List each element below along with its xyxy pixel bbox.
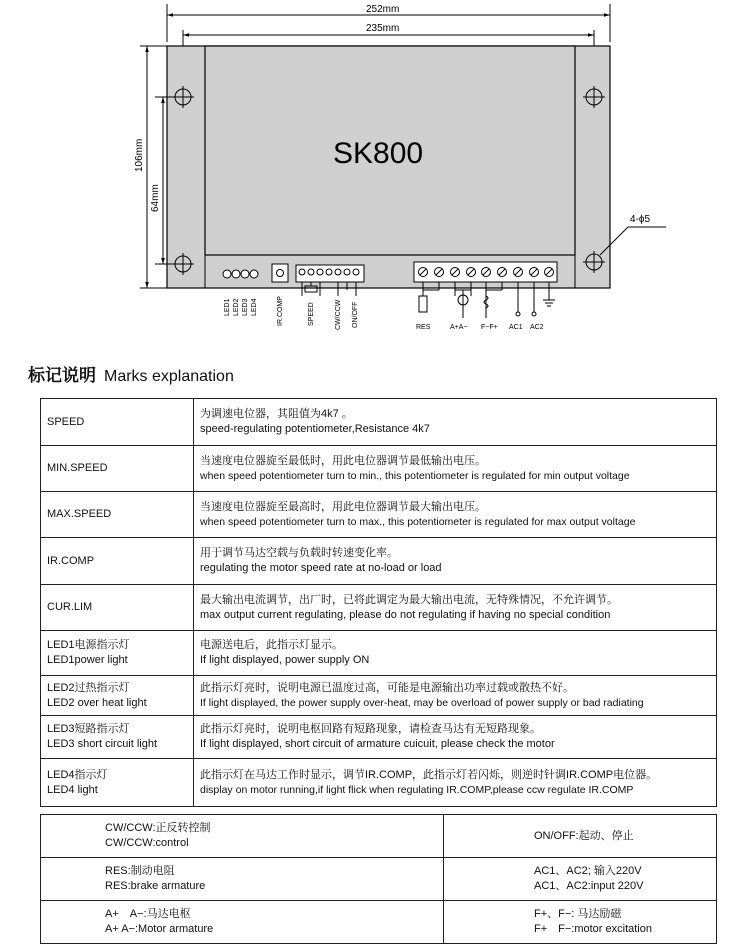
ir-comp-pot-icon [272,264,288,282]
row-description: 最大输出电流调节，出厂时，已将此调定为最大输出电流，无特殊情况，不允许调节。 max output current regulating, please do not regulating if having no special condition [194,585,717,631]
table-row [41,759,717,807]
pair-left: RES:制动电阻 RES:brake armature [41,858,444,901]
led4-label: LED4 [251,298,258,316]
table-row [41,446,717,492]
cwccw-label: CW/CCW [335,299,342,330]
row-description: 为调速电位器，其阻值为4k7 。 speed-regulating potentiometer,Resistance 4k7 [194,399,717,446]
armature-label: A+A− [450,324,468,331]
ir-comp-label: IR.COMP [277,296,284,326]
table-row [41,716,717,759]
marks-table [40,398,717,807]
row-label: LED1电源指示灯 LED1power light [41,631,194,676]
dim-hole-height: 64mm [150,184,161,212]
board-title: SK800 [333,137,424,170]
led1-label: LED1 [224,298,231,316]
row-description: 用于调节马达空载与负载时转速变化率。 regulating the motor speed rate at no-load or load [194,538,717,585]
led3-label: LED3 [242,298,249,316]
field-label: F−F+ [481,324,498,331]
table-row [41,815,717,858]
row-description: 当速度电位器旋至最高时，用此电位器调节最大输出电压。 when speed potentiometer turn to max., this potentiometer is regulated for max output voltage [194,492,717,538]
table-row [41,538,717,585]
table-row [41,585,717,631]
table-row [41,901,717,944]
row-description: 此指示灯亮时，说明电枢回路有短路现象，请检查马达有无短路现象。 If light displayed, short circuit of armature cuicuit, please check the motor [194,716,717,759]
row-label: LED4指示灯 LED4 light [41,759,194,807]
row-description: 此指示灯亮时，说明电源已温度过高，可能是电源输出功率过载或散热不好。 If light displayed, the power supply over-heat, may be overload of power supply or bad radiating [194,676,717,716]
row-label: CUR.LIM [41,585,194,631]
dim-total-width: 252mm [366,4,400,15]
pair-left: A+ A−:马达电枢 A+ A−:Motor armature [41,901,444,944]
row-label: LED3短路指示灯 LED3 short circuit light [41,716,194,759]
row-label: MAX.SPEED [41,492,194,538]
heading-en: Marks explanation [104,368,234,385]
row-label: SPEED [41,399,194,446]
dim-total-height: 106mm [134,138,145,172]
ac2-label: AC2 [530,324,544,331]
ac1-label: AC1 [509,324,523,331]
speed-label: SPEED [308,302,315,326]
row-label: IR.COMP [41,538,194,585]
pair-right: ON/OFF:起动、停止 [444,815,717,858]
pair-right: F+、F−: 马达励磁 F+ F−:motor excitation [444,901,717,944]
row-description: 当速度电位器旋至最低时，用此电位器调节最低输出电压。 when speed potentiometer turn to min., this potentiometer is regulated for min output voltage [194,446,717,492]
hole-spec: 4-ϕ5 [630,214,651,225]
terminal-table [40,814,717,944]
res-label: RES [416,324,431,331]
onoff-label: ON/OFF [352,301,359,328]
row-description: 电源送电后，此指示灯显示。 If light displayed, power supply ON [194,631,717,676]
row-label: LED2过热指示灯 LED2 over heat light [41,676,194,716]
table-row [41,492,717,538]
table-row [41,858,717,901]
row-label: MIN.SPEED [41,446,194,492]
table-row [41,676,717,716]
pair-right: AC1、AC2; 输入220V AC1、AC2:input 220V [444,858,717,901]
dim-inner-width: 235mm [366,23,400,34]
led2-label: LED2 [233,298,240,316]
pair-left: CW/CCW:正反转控制 CW/CCW:control [41,815,444,858]
table-row [41,399,717,446]
heading-cn: 标记说明 [28,366,96,386]
marks-heading [28,361,234,386]
row-description: 此指示灯在马达工作时显示，调节IR.COMP，此指示灯若闪烁，则逆时针调IR.COMP电位器。 display on motor running,if light flick when regulating IR.COMP,please ccw regulate IR.COMP [194,759,717,807]
table-row [41,631,717,676]
board-drawing [0,0,736,345]
